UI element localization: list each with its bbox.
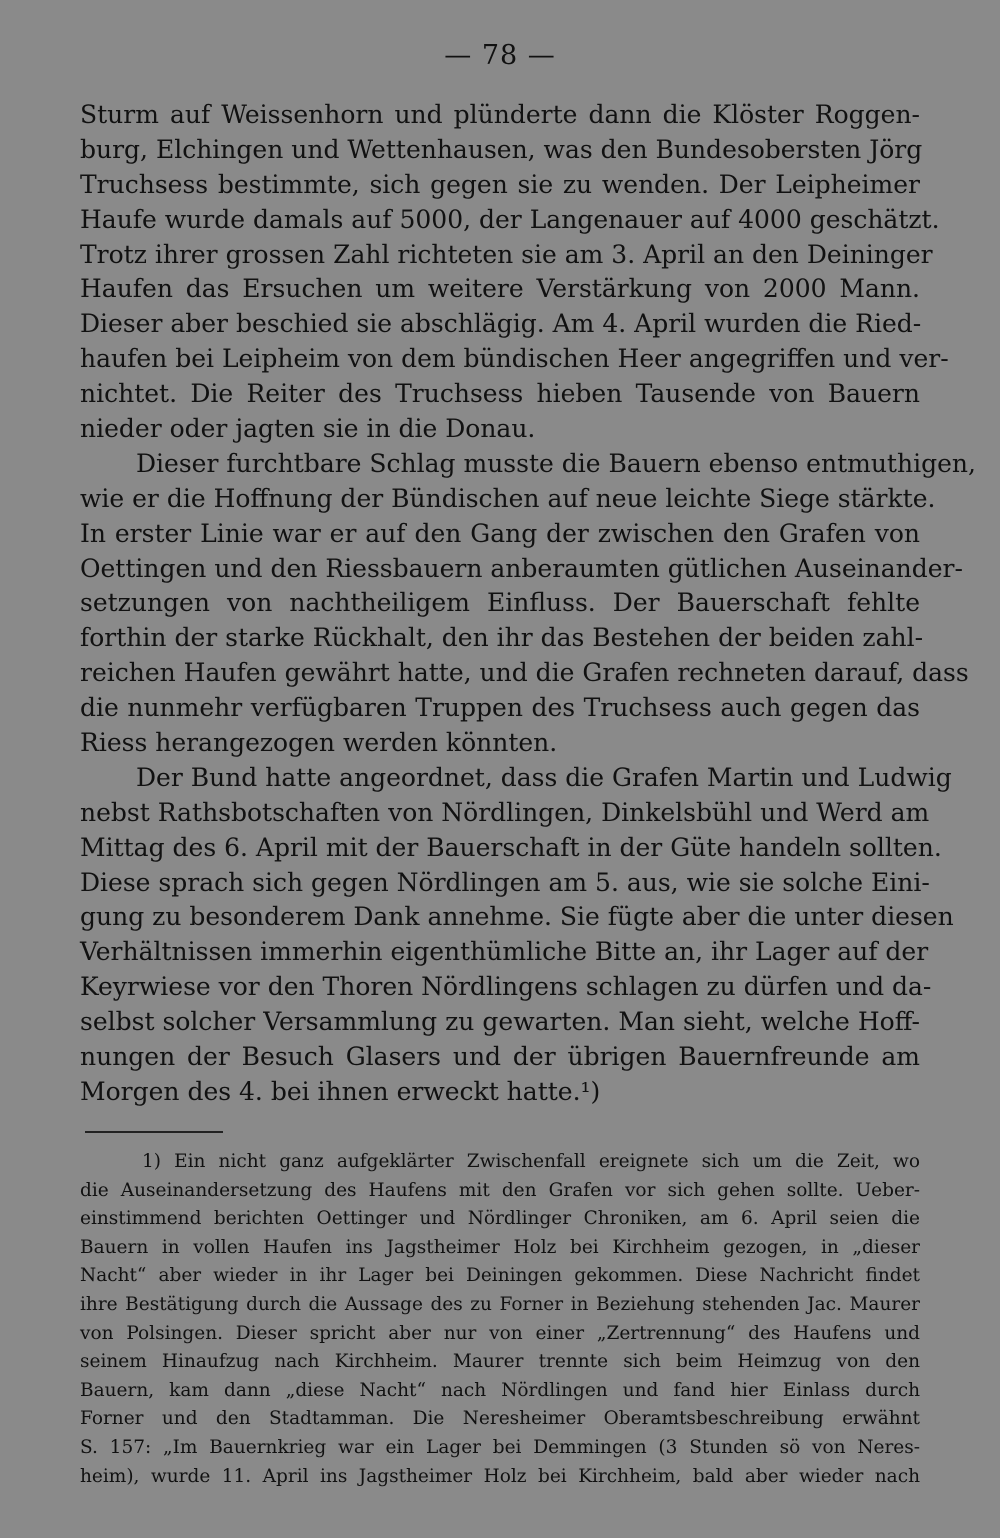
text-line: Keyrwiese vor den Thoren Nördlingens schlagen zu dürfen und da- bbox=[80, 972, 932, 1002]
text-line: wie er die Hoffnung der Bündischen auf neue leichte Siege stärkte. bbox=[80, 483, 936, 513]
footnote-line: Nacht“ aber wieder in ihr Lager bei Deiningen gekommen. Diese Nachricht findet bbox=[80, 1265, 920, 1287]
text-line: die nunmehr verfügbaren Truppen des Truchsess auch gegen das bbox=[80, 693, 920, 723]
footnote-line: S. 157: „Im Bauernkrieg war ein Lager bei Demmingen (3 Stunden sö von Neres- bbox=[80, 1436, 920, 1458]
text-line: Riess herangezogen werden könnten. bbox=[80, 728, 558, 758]
text-line: nebst Rathsbotschaften von Nördlingen, Dinkelsbühl und Werd am bbox=[80, 797, 930, 827]
footnote-line: seinem Hinaufzug nach Kirchheim. Maurer trennte sich beim Heimzug von den bbox=[80, 1351, 920, 1373]
text-line: Truchsess bestimmte, sich gegen sie zu wenden. Der Leipheimer bbox=[80, 169, 920, 199]
text-line: In erster Linie war er auf den Gang der zwischen den Grafen von bbox=[80, 518, 920, 548]
text-line: Mittag des 6. April mit der Bauerschaft in der Güte handeln sollten. bbox=[80, 832, 942, 862]
text-line: reichen Haufen gewährt hatte, und die Grafen rechneten darauf, dass bbox=[80, 658, 969, 688]
text-line: forthin der starke Rückhalt, den ihr das Bestehen der beiden zahl- bbox=[80, 623, 924, 653]
text-line: Der Bund hatte angeordnet, dass die Grafen Martin und Ludwig bbox=[136, 762, 952, 792]
text-line: burg, Elchingen und Wettenhausen, was den Bundesobersten Jörg bbox=[80, 134, 923, 164]
text-line: nungen der Besuch Glasers und der übrigen Bauernfreunde am bbox=[80, 1042, 920, 1072]
footnote-line: die Auseinandersetzung des Haufens mit den Grafen vor sich gehen sollte. Ueber- bbox=[80, 1179, 920, 1201]
footnote-line: einstimmend berichten Oettinger und Nördlinger Chroniken, am 6. April seien die bbox=[80, 1208, 920, 1230]
footnote-line: 1) Ein nicht ganz aufgeklärter Zwischenfall ereignete sich um die Zeit, wo bbox=[142, 1151, 920, 1172]
text-line: Dieser furchtbare Schlag musste die Bauern ebenso entmuthigen, bbox=[136, 448, 976, 478]
text-line: Oettingen und den Riessbauern anberaumten gütlichen Auseinander- bbox=[80, 553, 963, 583]
text-line: gung zu besonderem Dank annehme. Sie fügte aber die unter diesen bbox=[80, 902, 954, 932]
footnote-line: Forner und den Stadtamman. Die Neresheimer Oberamtsbeschreibung erwähnt bbox=[80, 1408, 920, 1430]
text-line: nichtet. Die Reiter des Truchsess hieben Tausende von Bauern bbox=[80, 379, 920, 409]
text-line: Verhältnissen immerhin eigenthümliche Bitte an, ihr Lager auf der bbox=[80, 937, 929, 967]
footnote-line: ihre Bestätigung durch die Aussage des zu Forner in Beziehung stehenden Jac. Maurer bbox=[80, 1293, 920, 1315]
text-line: Sturm auf Weissenhorn und plünderte dann die Klöster Roggen- bbox=[80, 100, 920, 129]
text-line: Haufen das Ersuchen um weitere Verstärkung von 2000 Mann. bbox=[80, 274, 920, 304]
footnotes bbox=[80, 1148, 920, 1491]
text-line: Trotz ihrer grossen Zahl richteten sie am 3. April an den Deininger bbox=[80, 239, 933, 269]
text-line: Morgen des 4. bei ihnen erweckt hatte.¹) bbox=[80, 1076, 601, 1106]
text-line: Haufe wurde damals auf 5000, der Langenauer auf 4000 geschätzt. bbox=[80, 204, 940, 234]
footnote-separator bbox=[85, 1131, 223, 1133]
page-number: — 78 — bbox=[444, 40, 556, 71]
main-text bbox=[80, 98, 976, 1110]
text-line: setzungen von nachtheiligem Einfluss. Der Bauerschaft fehlte bbox=[80, 588, 920, 618]
text-line: nieder oder jagten sie in die Donau. bbox=[80, 414, 536, 444]
text-line: haufen bei Leipheim von dem bündischen Heer angegriffen und ver- bbox=[80, 344, 949, 374]
footnote-line: Bauern, kam dann „diese Nacht“ nach Nördlingen und fand hier Einlass durch bbox=[80, 1379, 920, 1401]
text-line: Diese sprach sich gegen Nördlingen am 5. aus, wie sie solche Eini- bbox=[80, 867, 930, 897]
text-line: Dieser aber beschied sie abschlägig. Am 4. April wurden die Ried- bbox=[80, 309, 922, 339]
footnote-line: heim), wurde 11. April ins Jagstheimer Holz bei Kirchheim, bald aber wieder nach bbox=[80, 1465, 920, 1487]
text-line: selbst solcher Versammlung zu gewarten. Man sieht, welche Hoff- bbox=[80, 1007, 920, 1037]
footnote-line: Bauern in vollen Haufen ins Jagstheimer Holz bei Kirchheim gezogen, in „dieser bbox=[80, 1236, 920, 1258]
footnote-line: von Polsingen. Dieser spricht aber nur von einer „Zertrennung“ des Haufens und bbox=[80, 1322, 920, 1344]
